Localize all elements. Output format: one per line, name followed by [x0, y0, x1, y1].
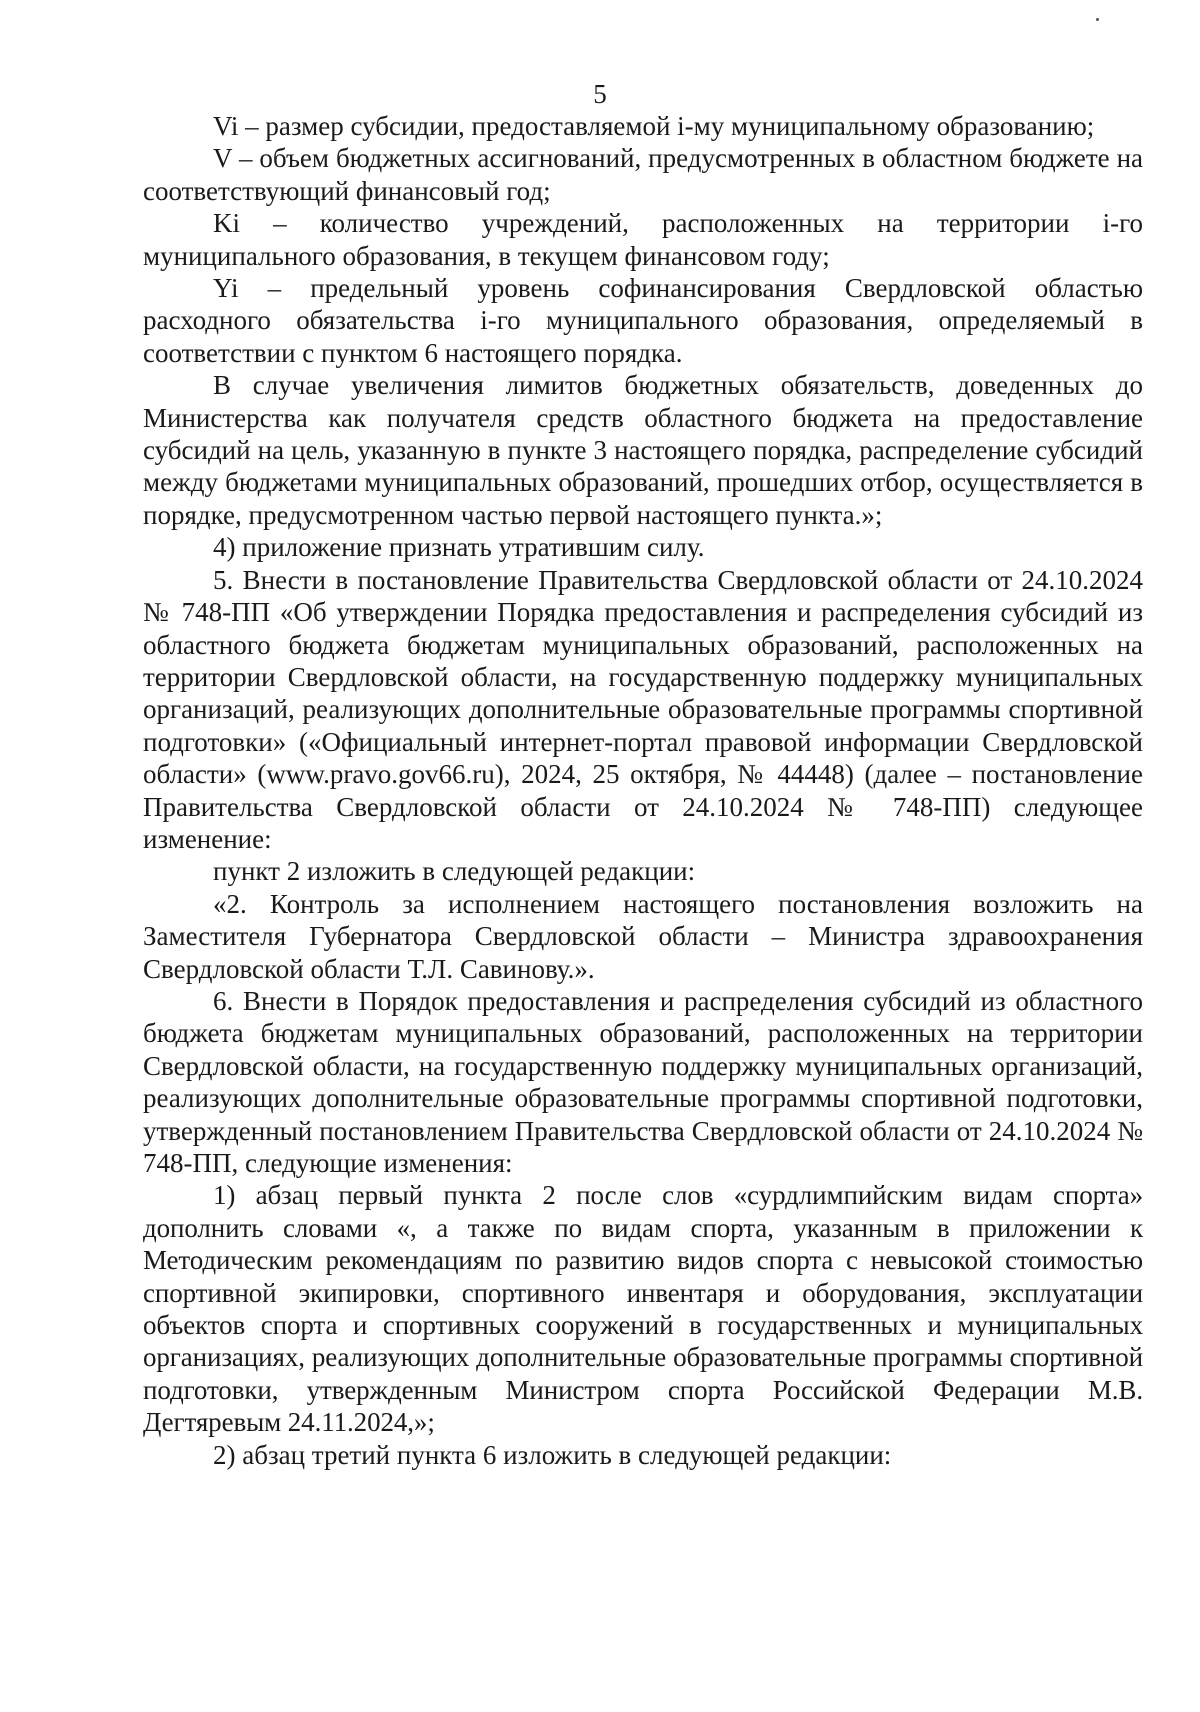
scan-speck — [1096, 18, 1099, 21]
page-number: 5 — [593, 79, 607, 109]
paragraph-subitem-1: 1) абзац первый пункта 2 после слов «сурдлимпийским видам спорта» дополнить словами «, а также по видам спорта, указанным в приложении к Методическим рекомендациям по развитию видов спорта с невысокой стоимостью спортивной экипировки, спортивного инвентаря и оборудования, эксплуатации объектов спорта и спортивных сооружений в государственных и муниципальных организациях, реализующих дополнительные образовательные программы спортивной подготовки, утвержденным Министром спорта Российской Федерации М.В. Дегтяревым 24.11.2024,»; — [143, 1180, 1143, 1438]
paragraph-point-2-text: «2. Контроль за исполнением настоящего постановления возложить на Заместителя Губернатора Свердловской области – Министра здравоохранения Свердловской области Т.Л. Савинову.». — [143, 888, 1143, 984]
paragraph-point-2-intro: пункт 2 изложить в следующей редакции: — [213, 856, 696, 887]
paragraph-item-4: 4) приложение признать утратившим силу. — [213, 532, 705, 563]
paragraph-limits-increase: В случае увеличения лимитов бюджетных обязательств, доведенных до Министерства как получателя средств областного бюджета на предоставление субсидий на цель, указанную в пункте 3 настоящего порядка, распределение субсидий между бюджетами муниципальных образований, прошедших отбор, осуществляется в порядке, предусмотренном частью первой настоящего пункта.»; — [143, 370, 1143, 530]
paragraph-vi-definition: Vi – размер субсидии, предоставляемой i-му муниципальному образованию; — [213, 111, 1095, 141]
paragraph-subitem-2: 2) абзац третий пункта 6 изложить в следующей редакции: — [213, 1439, 892, 1470]
paragraph-item-6: 6. Внести в Порядок предоставления и распределения субсидий из областного бюджета бюджетам муниципальных образований, расположенных на территории Свердловской области, на государственную поддержку муниципальных организаций, реализующих дополнительные образовательные программы спортивной подготовки, утвержденный постановлением Правительства Свердловской области от 24.10.2024 № 748-ПП, следующие изменения: — [143, 985, 1143, 1178]
paragraph-ki-definition: Ki – количество учреждений, расположенных на территории i-го муниципального образования, в текущем финансовом году; — [143, 208, 1143, 271]
paragraph-yi-definition: Yi – предельный уровень софинансирования Свердловской областью расходного обязательства i-го муниципального образования, определяемый в соответствии с пунктом 6 настоящего порядка. — [143, 273, 1143, 368]
paragraph-v-definition: V – объем бюджетных ассигнований, предусмотренных в областном бюджете на соответствующий финансовый год; — [143, 143, 1143, 206]
paragraph-item-5: 5. Внести в постановление Правительства Свердловской области от 24.10.2024 № 748-ПП «Об утверждении Порядка предоставления и распределения субсидий из областного бюджета бюджетам муниципальных образований, расположенных на территории Свердловской области, на государственную поддержку муниципальных организаций, реализующих дополнительные образовательные программы спортивной подготовки» («Официальный интернет-портал правовой информации Свердловской области» (www.pravo.gov66.ru), 2024, 25 октября, № 44448) (далее – постановление Правительства Свердловской области от 24.10.2024 № 748-ПП) следующее изменение: — [143, 564, 1143, 854]
document-body — [143, 110, 1143, 1471]
